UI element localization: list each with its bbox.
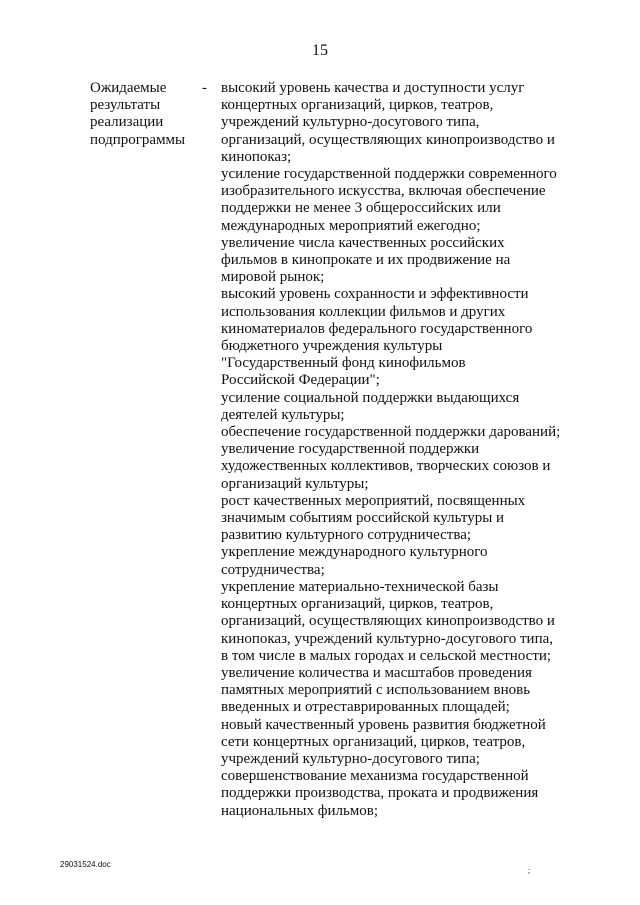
- list-item-line: фильмов в кинопрокате и их продвижение на: [221, 252, 511, 269]
- list-item-line: изобразительного искусства, включая обеспечение: [221, 183, 546, 200]
- results-list: [221, 80, 581, 820]
- list-item-line: деятелей культуры;: [221, 406, 345, 423]
- list-item-line: высокий уровень сохранности и эффективности: [221, 286, 529, 303]
- list-item-line: усиление социальной поддержки выдающихся: [221, 389, 520, 406]
- list-item-line: киноматериалов федерального государственного: [221, 320, 533, 337]
- list-item-line: кинопоказ;: [221, 148, 292, 165]
- list-item-line: увеличение числа качественных российских: [221, 234, 505, 251]
- section-label: [90, 80, 200, 149]
- list-item-line: значимым событиям российской культуры и: [221, 510, 505, 527]
- list-item-line: рост качественных мероприятий, посвященных: [221, 492, 526, 509]
- list-item-line: художественных коллективов, творческих союзов и: [221, 458, 551, 475]
- list-item-line: введенных и отреставрированных площадей;: [221, 699, 510, 716]
- section-label-line: результаты: [90, 97, 161, 114]
- section-label-line: Ожидаемые: [90, 80, 167, 96]
- list-item-line: обеспечение государственной поддержки дарований;: [221, 424, 561, 441]
- list-item-line: организаций, осуществляющих кинопроизводство и: [221, 131, 555, 148]
- list-item-line: учреждений культурно-досугового типа;: [221, 750, 480, 767]
- list-item-line: укрепление международного культурного: [221, 544, 488, 561]
- list-item-line: бюджетного учреждения культуры: [221, 338, 443, 355]
- list-item-line: памятных мероприятий с использованием вновь: [221, 682, 531, 699]
- list-item-line: организаций, осуществляющих кинопроизводство и: [221, 613, 555, 630]
- list-item-line: организаций культуры;: [221, 475, 369, 492]
- list-item-line: учреждений культурно-досугового типа,: [221, 114, 480, 131]
- list-item-line: совершенствование механизма государственной: [221, 768, 529, 785]
- list-item-line: усиление государственной поддержки современного: [221, 166, 557, 183]
- list-item-line: увеличение количества и масштабов проведения: [221, 664, 532, 681]
- page-number: 15: [312, 42, 328, 59]
- list-item-line: укрепление материально-технической базы: [221, 578, 499, 595]
- list-item-line: поддержки не менее 3 общероссийских или: [221, 200, 501, 217]
- list-item-line: поддержки производства, проката и продвижения: [221, 785, 539, 802]
- list-item-line: Российской Федерации";: [221, 372, 380, 389]
- list-item-line: увеличение государственной поддержки: [221, 441, 480, 458]
- section-label-line: подпрограммы: [90, 131, 186, 148]
- list-item-line: международных мероприятий ежегодно;: [221, 217, 481, 234]
- list-item-line: "Государственный фонд кинофильмов: [221, 355, 466, 372]
- list-item-line: развитию культурного сотрудничества;: [221, 527, 472, 544]
- list-dash: -: [202, 80, 207, 96]
- list-item-line: высокий уровень качества и доступности услуг: [221, 80, 525, 96]
- footer-mark: ;: [528, 866, 531, 875]
- list-item-line: новый качественный уровень развития бюджетной: [221, 716, 546, 733]
- list-item-line: концертных организаций, цирков, театров,: [221, 596, 494, 613]
- list-item-line: национальных фильмов;: [221, 802, 379, 819]
- list-item-line: кинопоказ, учреждений культурно-досугового типа,: [221, 630, 554, 647]
- list-item-line: концертных организаций, цирков, театров,: [221, 97, 494, 114]
- list-item-line: использования коллекции фильмов и других: [221, 303, 506, 320]
- list-item-line: сети концертных организаций, цирков, театров,: [221, 733, 526, 750]
- list-item-line: сотрудничества;: [221, 561, 325, 578]
- footer-file-name: 29031524.doc: [60, 860, 111, 869]
- list-item-line: в том числе в малых городах и сельской местности;: [221, 647, 552, 664]
- section-label-line: реализации: [90, 114, 164, 131]
- list-item-line: мировой рынок;: [221, 269, 325, 286]
